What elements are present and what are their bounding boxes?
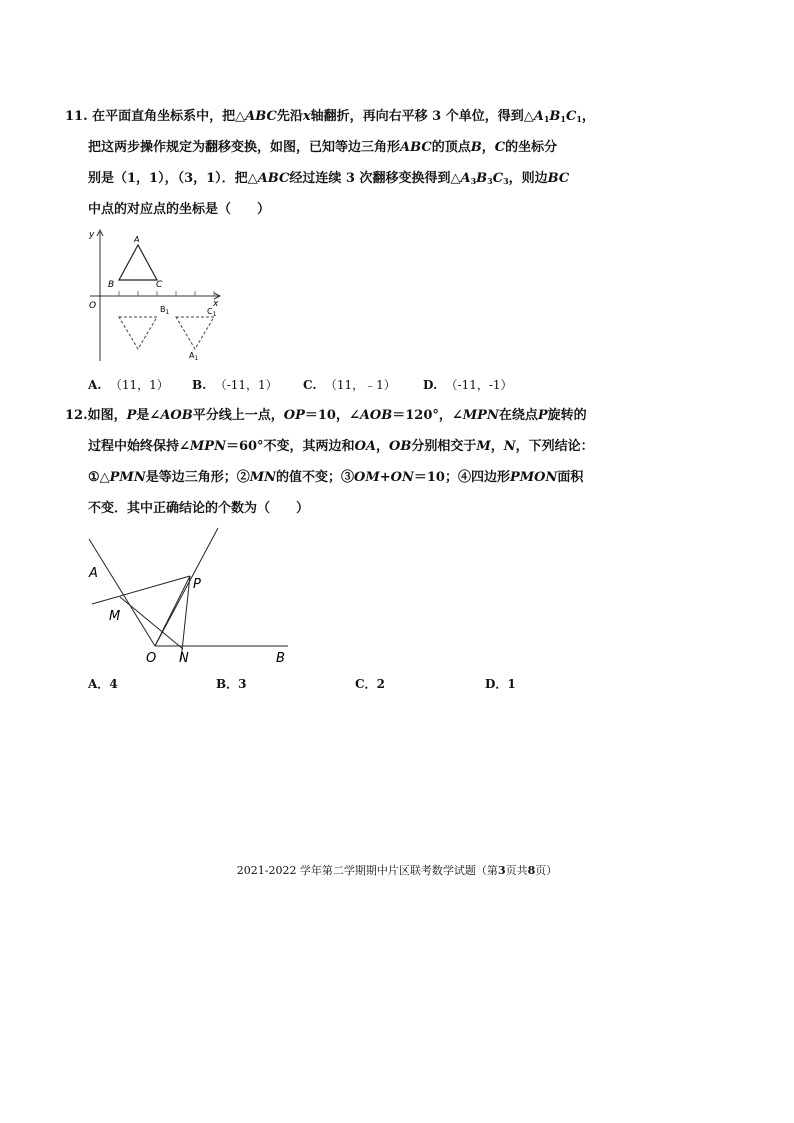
q11-math: ABC bbox=[245, 109, 277, 124]
q12-math: OP bbox=[283, 408, 305, 423]
q11-text: 把这两步操作规定为翻移变换，如图，已知等边三角形 bbox=[88, 140, 401, 155]
q11-origin-label: O bbox=[89, 301, 97, 311]
q12-text: + bbox=[379, 470, 391, 485]
q11-text: 轴翻折，再向右平移 3 个单位，得到△ bbox=[310, 109, 534, 124]
q11-math: B bbox=[476, 171, 488, 186]
q11-subscript: 3 bbox=[470, 176, 477, 186]
q11-label-c1: $C_1$ bbox=[207, 307, 217, 318]
q12-math: AOB bbox=[359, 408, 393, 423]
q11-math: C bbox=[492, 171, 504, 186]
q12-text: ＝10，∠ bbox=[304, 408, 360, 423]
q11-option-d[interactable]: D. （-11，-1） bbox=[423, 378, 513, 392]
q11-math: B bbox=[549, 109, 561, 124]
ray-oa bbox=[89, 539, 155, 646]
q12-math: OB bbox=[389, 439, 412, 454]
q11-label-c: C bbox=[156, 280, 163, 290]
q12-label-m: M bbox=[109, 609, 121, 624]
q11-math: A bbox=[460, 171, 471, 186]
q12-option-a[interactable]: A．4 bbox=[88, 677, 118, 691]
q12-math: PMON bbox=[509, 470, 558, 485]
q12-text: 旋转的 bbox=[547, 408, 587, 423]
q11-text: 先沿 bbox=[276, 109, 303, 124]
q12-text: 过程中始终保持∠ bbox=[88, 439, 190, 454]
q12-text: ①△ bbox=[88, 470, 110, 485]
q12-math: OM bbox=[354, 470, 380, 485]
q12-math: M bbox=[476, 439, 491, 454]
q12-math: MPN bbox=[462, 408, 499, 423]
q12-option-d[interactable]: D．1 bbox=[485, 677, 516, 691]
q11-option-a[interactable]: A. （11，1） bbox=[88, 378, 169, 392]
q11-text: 别是（1，1），（3，1）．把△ bbox=[88, 171, 258, 186]
q12-math: P bbox=[126, 408, 137, 423]
question-12 bbox=[65, 400, 745, 524]
triangle-abc bbox=[119, 245, 157, 280]
q12-text: ， bbox=[375, 439, 389, 454]
q12-number: 12. bbox=[65, 408, 88, 423]
q12-math: N bbox=[503, 439, 516, 454]
q12-math: ON bbox=[390, 470, 414, 485]
q12-option-b[interactable]: B．3 bbox=[216, 677, 247, 691]
q12-text: 在绕点 bbox=[498, 408, 538, 423]
q11-math: ABC bbox=[400, 140, 432, 155]
q11-subscript: 1 bbox=[576, 114, 582, 124]
q11-subscript: 3 bbox=[503, 176, 509, 186]
q11-number: 11. bbox=[65, 109, 88, 124]
triangle-reflected-dashed bbox=[119, 317, 157, 349]
q11-figure bbox=[85, 225, 225, 365]
q11-math: BC bbox=[547, 171, 570, 186]
ray-op bbox=[155, 528, 218, 646]
q12-label-p: P bbox=[193, 577, 201, 592]
q11-option-b[interactable]: B. （-11，1） bbox=[192, 378, 278, 392]
q11-text: 在平面直角坐标系中，把△ bbox=[92, 109, 246, 124]
q12-line-4: 不变．其中正确结论的个数为（ ） bbox=[88, 501, 310, 516]
q12-label-n: N bbox=[179, 651, 189, 666]
q11-math: C bbox=[494, 140, 506, 155]
q11-math: B bbox=[470, 140, 482, 155]
segment-pm bbox=[92, 576, 190, 604]
q11-x-ticks bbox=[119, 291, 214, 296]
q12-line-3 bbox=[65, 462, 745, 493]
q11-text: 的顶点 bbox=[431, 140, 471, 155]
q12-math: P bbox=[537, 408, 548, 423]
q11-label-b1: $B_1$ bbox=[160, 305, 170, 316]
q12-text: ＝120°，∠ bbox=[392, 408, 463, 423]
q11-text: 经过连续 3 次翻移变换得到△ bbox=[289, 171, 461, 186]
q11-options bbox=[88, 376, 528, 394]
q11-label-a1: $A_1$ bbox=[189, 351, 199, 362]
q11-line-3 bbox=[65, 163, 745, 194]
q11-label-a: A bbox=[134, 235, 140, 244]
q12-math: OA bbox=[354, 439, 376, 454]
question-11 bbox=[65, 101, 745, 225]
q12-math: PMN bbox=[109, 470, 146, 485]
q11-line-4: 中点的对应点的坐标是（ ） bbox=[88, 202, 271, 217]
q12-text: 面积 bbox=[557, 470, 584, 485]
q12-options bbox=[88, 675, 528, 693]
q11-option-c[interactable]: C. （11，﹣1） bbox=[303, 378, 396, 392]
q11-line-2 bbox=[65, 132, 745, 163]
q11-text: ， bbox=[581, 109, 595, 124]
q11-text: 的坐标分 bbox=[505, 140, 558, 155]
q11-math: ABC bbox=[257, 171, 290, 186]
q12-math: MN bbox=[249, 470, 277, 485]
q11-subscript: 3 bbox=[487, 176, 493, 186]
q12-label-o: O bbox=[146, 651, 157, 666]
q11-math: x bbox=[302, 109, 311, 124]
q12-text: 是∠ bbox=[136, 408, 161, 423]
q12-text: 分别相交于 bbox=[411, 439, 477, 454]
q12-label-b: B bbox=[276, 651, 285, 666]
q11-math: A bbox=[533, 109, 544, 124]
q11-x-label: x bbox=[213, 299, 219, 309]
q11-y-label: y bbox=[89, 230, 95, 240]
q12-text: ， bbox=[490, 439, 504, 454]
q11-label-b: B bbox=[108, 280, 115, 290]
q12-figure bbox=[80, 525, 295, 670]
q12-text: ，下列结论： bbox=[515, 439, 594, 454]
q11-subscript: 1 bbox=[543, 114, 550, 124]
q12-line-1 bbox=[65, 400, 745, 431]
q12-line-2 bbox=[65, 431, 745, 462]
q12-label-a: A bbox=[89, 566, 98, 581]
q11-line-1 bbox=[65, 101, 745, 132]
q12-math: MPN bbox=[189, 439, 226, 454]
q11-math: C bbox=[565, 109, 577, 124]
segment-op-2 bbox=[155, 576, 190, 646]
triangle-a1b1c1-dashed bbox=[176, 317, 214, 349]
q12-text: 如图， bbox=[87, 408, 127, 423]
q11-subscript: 1 bbox=[560, 114, 566, 124]
q11-text: ，则边 bbox=[508, 171, 548, 186]
q12-option-c[interactable]: C．2 bbox=[355, 677, 385, 691]
q12-text: 的值不变；③ bbox=[276, 470, 355, 485]
q11-text: ， bbox=[481, 140, 495, 155]
q12-math: AOB bbox=[160, 408, 193, 423]
q12-text: ＝10；④四边形 bbox=[413, 470, 510, 485]
page-footer: 2021-2022 学年第二学期期中片区联考数学试题（第3页共8页） bbox=[236, 864, 558, 877]
q12-text: 平分线上一点， bbox=[192, 408, 284, 423]
q12-text: ＝60°不变，其两边和 bbox=[225, 439, 355, 454]
q12-text: 是等边三角形；② bbox=[145, 470, 250, 485]
